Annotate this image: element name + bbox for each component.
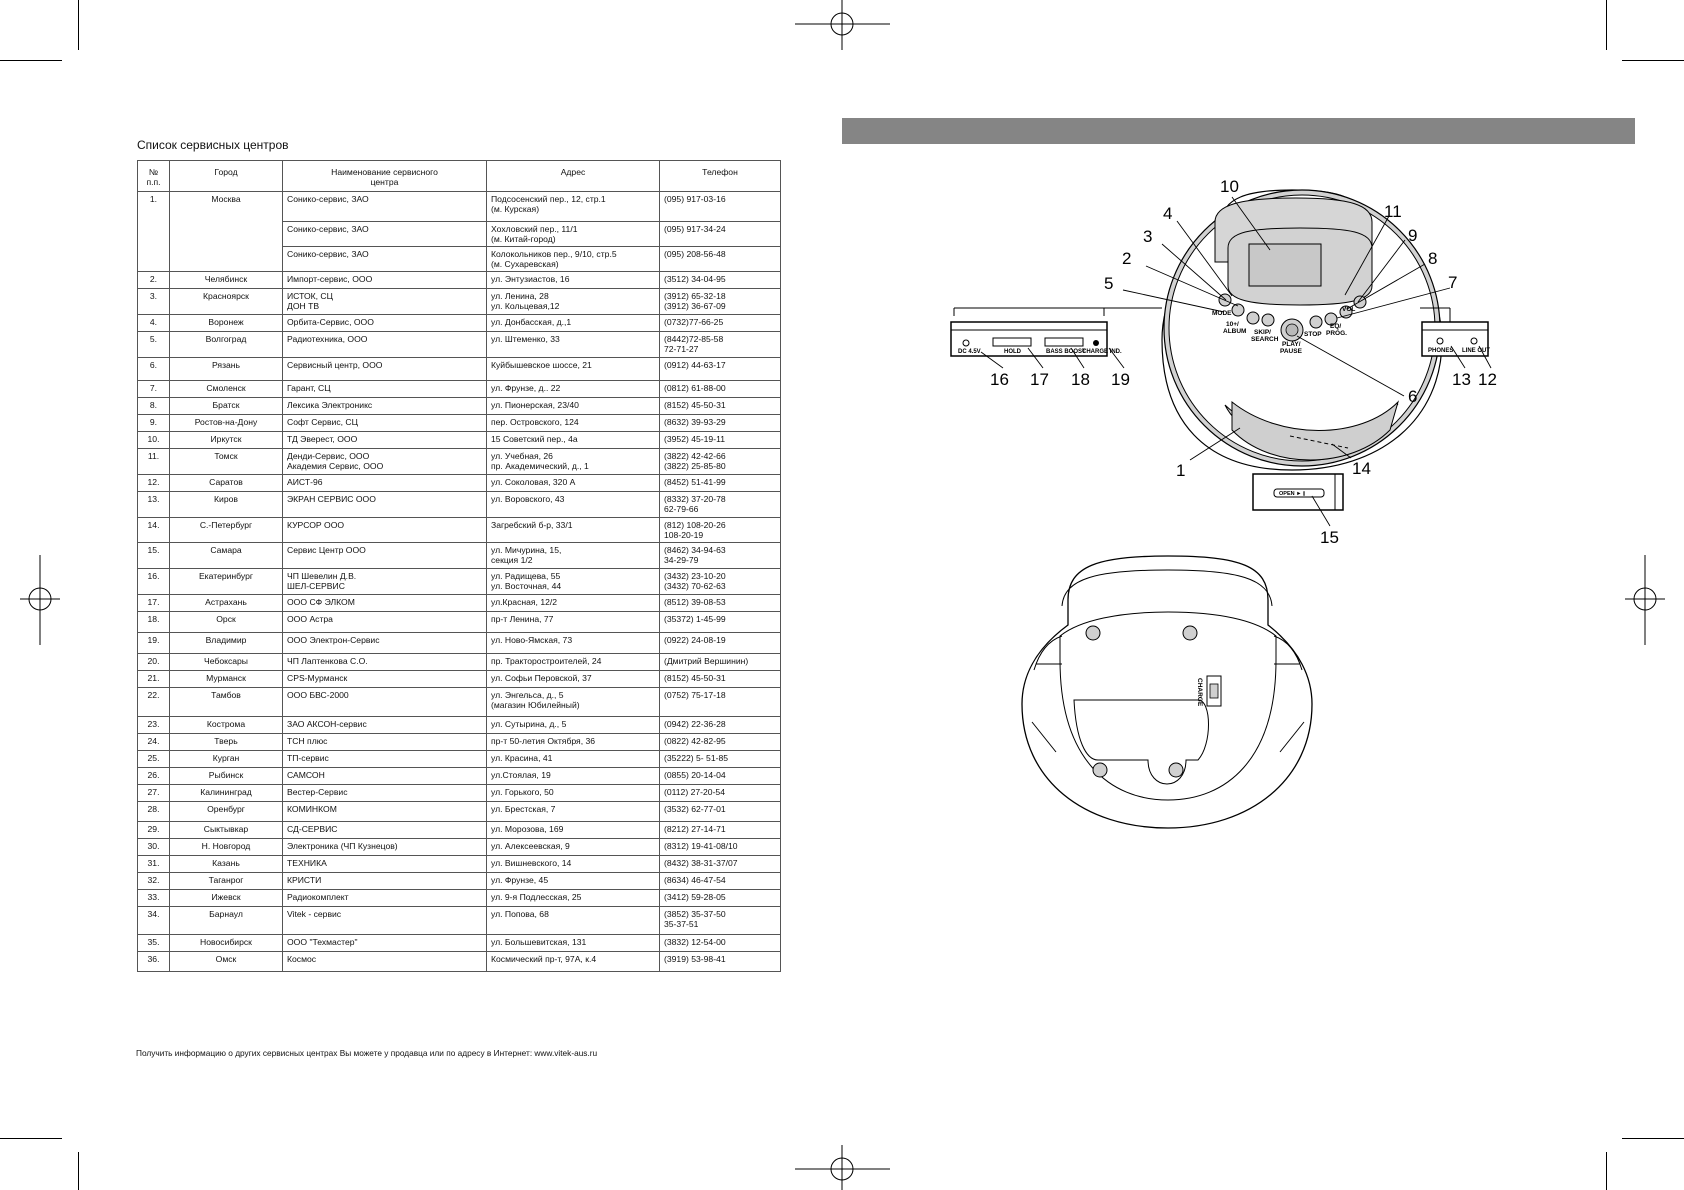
cell-city: Киров [170,492,283,518]
cell-num: 33. [138,890,170,907]
cell-num: 35. [138,935,170,952]
cell-address: 15 Советский пер., 4а [487,432,660,449]
cell-phone: (0732)77-66-25 [660,315,781,332]
cell-address: ул. Пионерская, 23/40 [487,398,660,415]
bottom-side-panel [1253,474,1343,510]
cell-name: СД-СЕРВИС [283,822,487,839]
cell-num: 17. [138,595,170,612]
cell-phone: (8312) 19-41-08/10 [660,839,781,856]
cell-num: 19. [138,633,170,654]
bass-boost-label: BASS BOOST [1046,349,1086,355]
cell-address: ул.Красная, 12/2 [487,595,660,612]
cell-address: ул. Горького, 50 [487,785,660,802]
cell-city: Орск [170,612,283,633]
cell-city: Курган [170,751,283,768]
cell-num: 7. [138,381,170,398]
cell-city: Н. Новгород [170,839,283,856]
cell-name: Сонико-сервис, ЗАО [283,192,487,222]
callout-17: 17 [1030,370,1049,389]
cell-city: Москва [170,192,283,272]
cell-phone: (8442)72-85-58 72-71-27 [660,332,781,358]
cell-city: Оренбург [170,802,283,822]
cell-phone: (095) 208-56-48 [660,247,781,272]
callout-6: 6 [1408,387,1418,406]
cell-phone: (0752) 75-17-18 [660,688,781,717]
cell-city: Кострома [170,717,283,734]
callout-13: 13 [1452,370,1471,389]
cell-num: 6. [138,358,170,381]
cell-num: 8. [138,398,170,415]
cell-phone: (8452) 51-41-99 [660,475,781,492]
charge-ind-label: CHARGE IND. [1082,349,1122,355]
cell-phone: (812) 108-20-26 108-20-19 [660,518,781,543]
cell-address: Подсосенский пер., 12, стр.1 (м. Курская) [487,192,660,222]
cell-phone: (3832) 12-54-00 [660,935,781,952]
cell-name: КРИСТИ [283,873,487,890]
cell-phone: (35372) 1-45-99 [660,612,781,633]
callout-5: 5 [1104,274,1114,293]
cell-city: Владимир [170,633,283,654]
cell-address: ул. Учебная, 26 пр. Академический, д., 1 [487,449,660,475]
cell-address: ул. Большевитская, 131 [487,935,660,952]
phones-jack-label: PHONES [1428,348,1454,354]
cell-phone: (3952) 45-19-11 [660,432,781,449]
service-footnote: Получить информацию о других сервисных центрах Вы можете у продавца или по адресу в Интернет: www.vitek-aus.ru [136,1048,598,1058]
cell-phone: (Дмитрий Вершинин) [660,654,781,671]
cell-num: 23. [138,717,170,734]
cell-num: 12. [138,475,170,492]
cell-address: Колокольников пер., 9/10, стр.5 (м. Сухаревская) [487,247,660,272]
cell-address: ул. 9-я Подлесская, 25 [487,890,660,907]
cell-city: Тверь [170,734,283,751]
cell-address: ул. Софьи Перовской, 37 [487,671,660,688]
cell-city: Саратов [170,475,283,492]
cell-phone: (8512) 39-08-53 [660,595,781,612]
cell-address: пр-т 50-летия Октября, 36 [487,734,660,751]
cell-city: Челябинск [170,272,283,289]
cell-num: 24. [138,734,170,751]
cell-num: 16. [138,569,170,595]
cell-name: ООО "Техмастер" [283,935,487,952]
cell-address: Хохловский пер., 11/1 (м. Китай-город) [487,222,660,247]
hold-switch-label: HOLD [1004,349,1021,355]
callout-9: 9 [1408,226,1418,245]
header-name: Наименование сервисного центра [283,161,487,192]
cell-phone: (095) 917-03-16 [660,192,781,222]
cell-name: Радиокомплект [283,890,487,907]
cell-name: Vitek - сервис [283,907,487,935]
callout-2: 2 [1122,249,1132,268]
cell-city: Екатеринбург [170,569,283,595]
cell-phone: (3412) 59-28-05 [660,890,781,907]
cell-name: КОМИНКОМ [283,802,487,822]
cell-name: Радиотехника, ООО [283,332,487,358]
skip-button-label: SKIP/ SEARCH [1251,329,1279,343]
cell-phone: (0922) 24-08-19 [660,633,781,654]
cell-num: 32. [138,873,170,890]
cell-city: Новосибирск [170,935,283,952]
player-front [1162,190,1442,470]
cell-num: 15. [138,543,170,569]
cell-phone: (3912) 65-32-18 (3912) 36-67-09 [660,289,781,315]
cell-num: 11. [138,449,170,475]
callout-11: 11 [1384,202,1402,221]
cell-address: ул. Алексеевская, 9 [487,839,660,856]
cell-phone: (8432) 38-31-37/07 [660,856,781,873]
cell-city: Казань [170,856,283,873]
cell-address: ул. Фрунзе, д.. 22 [487,381,660,398]
cell-phone: (3919) 53-98-41 [660,952,781,972]
line-out-label: LINE OUT [1462,348,1490,354]
cell-phone: (095) 917-34-24 [660,222,781,247]
cell-city: Воронеж [170,315,283,332]
cell-address: пр-т Ленина, 77 [487,612,660,633]
callout-16: 16 [990,370,1009,389]
cell-name: ЭКРАН СЕРВИС ООО [283,492,487,518]
open-label: OPEN ► ⫾ [1279,491,1305,497]
cell-city: Красноярск [170,289,283,315]
cell-phone: (8332) 37-20-78 62-79-66 [660,492,781,518]
cell-address: ул. Морозова, 169 [487,822,660,839]
cell-name: ТД Эверест, ООО [283,432,487,449]
service-list-title: Список сервисных центров [137,138,289,152]
callout-14: 14 [1352,459,1371,478]
callout-7: 7 [1448,273,1458,292]
cell-name: Сонико-сервис, ЗАО [283,222,487,247]
cell-name: Сервис Центр ООО [283,543,487,569]
cell-city: Астрахань [170,595,283,612]
cell-address: ул. Вишневского, 14 [487,856,660,873]
cell-name: Денди-Сервис, ООО Академия Сервис, ООО [283,449,487,475]
header-num: № п.п. [138,161,170,192]
cell-city: Смоленск [170,381,283,398]
cell-num: 9. [138,415,170,432]
cell-num: 3. [138,289,170,315]
cell-phone: (35222) 5- 51-85 [660,751,781,768]
cell-name: ООО Астра [283,612,487,633]
cell-name: Импорт-сервис, ООО [283,272,487,289]
cell-num: 4. [138,315,170,332]
cell-city: Омск [170,952,283,972]
cell-city: Иркутск [170,432,283,449]
cell-city: Мурманск [170,671,283,688]
cell-num: 30. [138,839,170,856]
cell-num: 34. [138,907,170,935]
cell-phone: (0912) 44-63-17 [660,358,781,381]
cell-num: 10. [138,432,170,449]
cell-city: Таганрог [170,873,283,890]
cell-name: Софт Сервис, СЦ [283,415,487,432]
cell-phone: (8152) 45-50-31 [660,671,781,688]
left-side-panel [951,308,1162,356]
cell-num: 28. [138,802,170,822]
callout-19: 19 [1111,370,1130,389]
cell-name: Орбита-Сервис, ООО [283,315,487,332]
cell-name: CPS-Мурманск [283,671,487,688]
cell-city: Ижевск [170,890,283,907]
cell-phone: (3432) 23-10-20 (3432) 70-62-63 [660,569,781,595]
cell-city: Барнаул [170,907,283,935]
player-back [1022,556,1312,828]
cell-num: 2. [138,272,170,289]
cell-name: Сервисный центр, ООО [283,358,487,381]
cell-phone: (8212) 27-14-71 [660,822,781,839]
cell-city: Ростов-на-Дону [170,415,283,432]
cell-name: ИСТОК, СЦ ДОН ТВ [283,289,487,315]
cell-city: С.-Петербург [170,518,283,543]
header-phone: Телефон [660,161,781,192]
cell-num: 27. [138,785,170,802]
callout-12: 12 [1478,370,1497,389]
cell-address: ул. Штеменко, 33 [487,332,660,358]
cell-name: Лексика Электроникс [283,398,487,415]
cell-city: Томск [170,449,283,475]
cell-num: 31. [138,856,170,873]
cell-num: 25. [138,751,170,768]
cell-name: ТП-сервис [283,751,487,768]
cell-num: 36. [138,952,170,972]
cell-num: 29. [138,822,170,839]
cell-address: ул. Энгельса, д., 5 (магазин Юбилейный) [487,688,660,717]
vol-button-label: VOL [1342,306,1356,313]
callout-1: 1 [1176,461,1186,480]
cell-address: ул. Мичурина, 15, секция 1/2 [487,543,660,569]
cell-city: Калининград [170,785,283,802]
cell-num: 5. [138,332,170,358]
cell-address: Куйбышевское шоссе, 21 [487,358,660,381]
cell-phone: (0855) 20-14-04 [660,768,781,785]
cell-name: Гарант, СЦ [283,381,487,398]
cell-city: Сыктывкар [170,822,283,839]
cell-city: Волгоград [170,332,283,358]
callout-8: 8 [1428,249,1438,268]
stop-button-label: STOP [1304,331,1322,338]
cell-address: ул. Энтузиастов, 16 [487,272,660,289]
cell-address: Космический пр-т, 97А, к.4 [487,952,660,972]
mode-button-label: MODE [1212,310,1232,317]
cell-address: ул. Фрунзе, 45 [487,873,660,890]
cell-city: Рязань [170,358,283,381]
cell-address: пер. Островского, 124 [487,415,660,432]
cell-name: Вестер-Сервис [283,785,487,802]
cell-address: ул. Радищева, 55 ул. Восточная, 44 [487,569,660,595]
cell-phone: (3512) 34-04-95 [660,272,781,289]
cell-phone: (8152) 45-50-31 [660,398,781,415]
cell-name: ЗАО АКСОН-сервис [283,717,487,734]
cell-num: 20. [138,654,170,671]
cell-phone: (0822) 42-82-95 [660,734,781,751]
cell-phone: (0112) 27-20-54 [660,785,781,802]
cell-phone: (8634) 46-47-54 [660,873,781,890]
cell-num: 21. [138,671,170,688]
cell-num: 13. [138,492,170,518]
header-city: Город [170,161,283,192]
cell-name: КУРСОР ООО [283,518,487,543]
cell-address: пр. Тракторостроителей, 24 [487,654,660,671]
cell-city: Братск [170,398,283,415]
cell-phone: (8632) 39-93-29 [660,415,781,432]
cell-name: ЧП Шевелин Д.В. ШЕЛ-СЕРВИС [283,569,487,595]
cell-address: Загребский б-р, 33/1 [487,518,660,543]
dc-jack-label: DC 4.5V [958,349,981,355]
cell-name: САМСОН [283,768,487,785]
cell-name: ТЕХНИКА [283,856,487,873]
callout-4: 4 [1163,204,1173,223]
cell-city: Самара [170,543,283,569]
cell-name: ООО БВС-2000 [283,688,487,717]
eq-button-label: EQ/ PROG. [1326,323,1347,337]
cell-name: Сонико-сервис, ЗАО [283,247,487,272]
cell-city: Чебоксары [170,654,283,671]
cell-num: 18. [138,612,170,633]
cell-address: ул. Донбасская, д.,1 [487,315,660,332]
callout-18: 18 [1071,370,1090,389]
cell-name: Электроника (ЧП Кузнецов) [283,839,487,856]
cell-name: Космос [283,952,487,972]
cell-phone: (0942) 22-36-28 [660,717,781,734]
header-address: Адрес [487,161,660,192]
cell-num: 22. [138,688,170,717]
cell-city: Рыбинск [170,768,283,785]
cell-name: АИСТ-96 [283,475,487,492]
cell-name: ТСН плюс [283,734,487,751]
cell-phone: (3532) 62-77-01 [660,802,781,822]
cell-phone: (8462) 34-94-63 34-29-79 [660,543,781,569]
cell-address: ул. Попова, 68 [487,907,660,935]
cell-num: 14. [138,518,170,543]
callout-15: 15 [1320,528,1339,547]
cell-phone: (3852) 35-37-50 35-37-51 [660,907,781,935]
cell-num: 1. [138,192,170,272]
cell-address: ул. Ново-Ямская, 73 [487,633,660,654]
cell-address: ул. Воровского, 43 [487,492,660,518]
cell-phone: (0812) 61-88-00 [660,381,781,398]
play-button-label: PLAY/ PAUSE [1280,341,1302,355]
cell-city: Тамбов [170,688,283,717]
charge-switch-label: CHARGE [1196,678,1203,707]
callout-10: 10 [1220,177,1239,196]
cell-address: ул. Красина, 41 [487,751,660,768]
cell-phone: (3822) 42-42-66 (3822) 25-85-80 [660,449,781,475]
cell-address: ул. Ленина, 28 ул. Кольцевая,12 [487,289,660,315]
cell-name: ЧП Лаптенкова С.О. [283,654,487,671]
cell-name: ООО Электрон-Сервис [283,633,487,654]
cell-address: ул. Соколовая, 320 А [487,475,660,492]
cell-num: 26. [138,768,170,785]
album-button-label: 10+/ ALBUM [1223,321,1247,335]
cell-address: ул.Стоялая, 19 [487,768,660,785]
cell-address: ул. Брестская, 7 [487,802,660,822]
cell-name: ООО СФ ЭЛКОМ [283,595,487,612]
cell-address: ул. Сутырина, д., 5 [487,717,660,734]
callout-3: 3 [1143,227,1153,246]
